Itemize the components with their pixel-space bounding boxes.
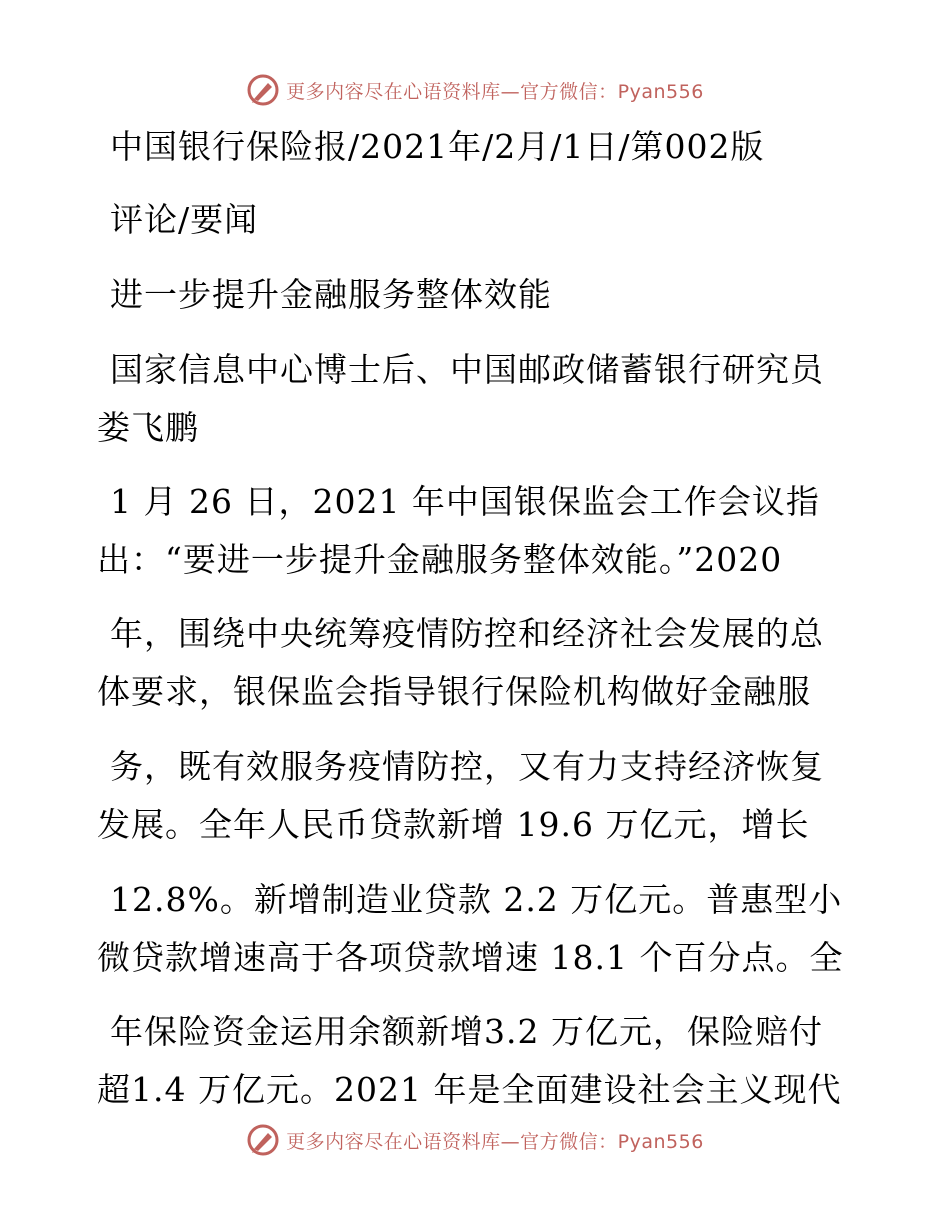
section-label: 评论/要闻 <box>110 200 259 239</box>
author-affiliation: 国家信息中心博士后、中国邮政储蓄银行研究员 <box>110 350 824 389</box>
body-line: 发展。全年人民币贷款新增 19.6 万亿元，增长 <box>97 805 810 844</box>
body-line: 出：“要进一步提升金融服务整体效能。”2020 <box>97 540 783 579</box>
pen-logo-icon <box>246 1123 280 1157</box>
watermark-text: 更多内容尽在心语资料库—官方微信：Pyan556 <box>286 1130 704 1153</box>
body-line: 年保险资金运用余额新增3.2 万亿元，保险赔付 <box>110 1012 823 1051</box>
watermark-bottom <box>0 1120 950 1160</box>
body-line: 体要求，银保监会指导银行保险机构做好金融服 <box>97 672 811 711</box>
source-line: 中国银行保险报/2021年/2月/1日/第002版 <box>110 127 765 166</box>
body-line: 务，既有效服务疫情防控，又有力支持经济恢复 <box>110 747 824 786</box>
body-line: 12.8%。新增制造业贷款 2.2 万亿元。普惠型小 <box>110 880 843 919</box>
body-line: 年，围绕中央统筹疫情防控和经济社会发展的总 <box>110 614 824 653</box>
body-line: 超1.4 万亿元。2021 年是全面建设社会主义现代 <box>97 1070 842 1109</box>
article-title: 进一步提升金融服务整体效能 <box>110 275 552 314</box>
author-name: 娄飞鹏 <box>97 408 199 447</box>
body-line: 1 月 26 日，2021 年中国银保监会工作会议指 <box>110 482 820 521</box>
watermark-text: 更多内容尽在心语资料库—官方微信：Pyan556 <box>286 80 704 103</box>
pen-logo-icon <box>246 73 280 107</box>
watermark-top <box>0 70 950 110</box>
body-line: 微贷款增速高于各项贷款增速 18.1 个百分点。全 <box>97 938 844 977</box>
